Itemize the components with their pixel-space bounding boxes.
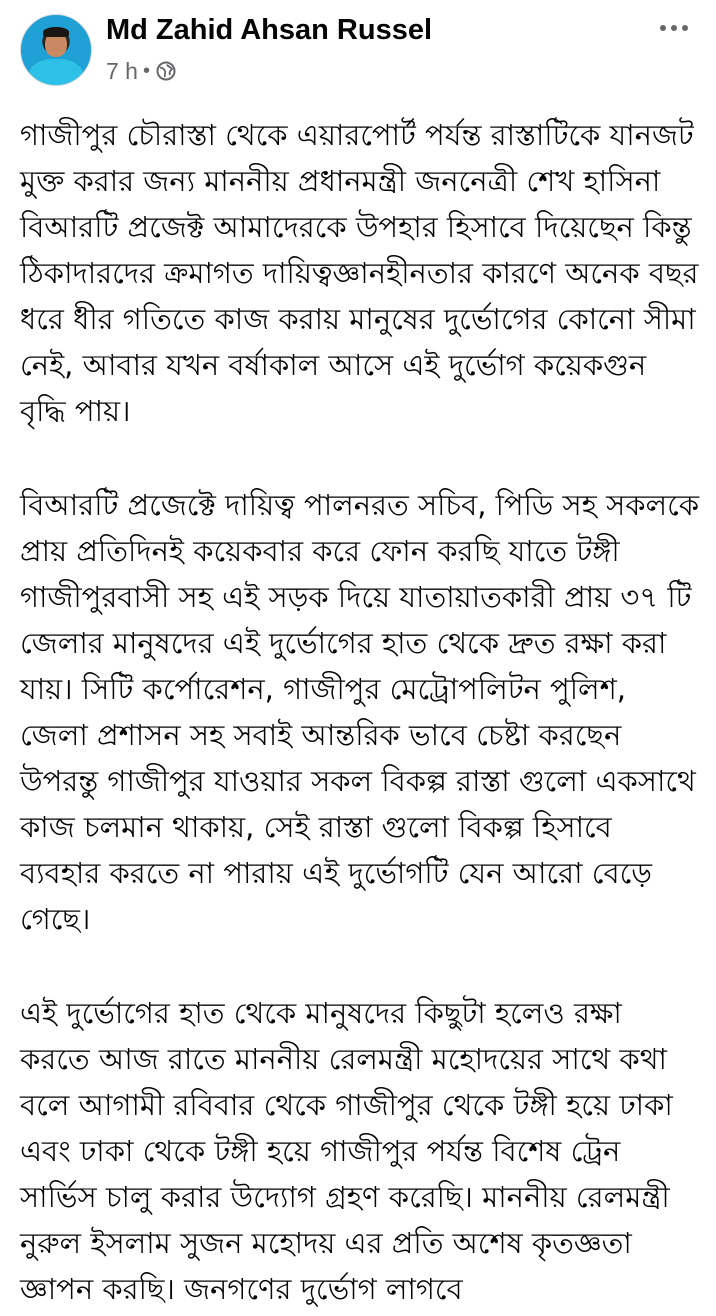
avatar-shirt bbox=[29, 59, 83, 86]
avatar-hair bbox=[43, 27, 69, 37]
more-options-icon-dot bbox=[671, 25, 677, 31]
more-options-button[interactable] bbox=[652, 14, 696, 42]
post-meta bbox=[106, 57, 176, 85]
post-paragraph: বিআরটি প্রজেক্টে দায়িত্ব পালনরত সচিব, পিডি সহ সকলকে প্রায় প্রতিদিনই কয়েকবার করে ফোন করছি যাতে টঙ্গী গাজীপুরবাসী সহ এই সড়ক দিয়ে যাতায়াতকারী প্রায় ৩৭ টি জেলার মানুষদের এই দুর্ভোগের হাত থেকে দ্রুত রক্ষা করা যায়। সিটি কর্পোরেশন, গাজীপুর মেট্রোপলিটন পুলিশ, জেলা প্রশাসন সহ সবাই আন্তরিক ভাবে চেষ্টা করছেন উপরন্তু গাজীপুর যাওয়ার সকল বিকল্প রাস্তা গুলো একসাথে কাজ চলমান থাকায়, সেই রাস্তা গুলো বিকল্প হিসাবে ব্যবহার করতে না পারায় এই দুর্ভোগটি যেন আরো বেড়ে গেছে। bbox=[20, 488, 700, 936]
more-options-icon bbox=[660, 25, 666, 31]
post-time[interactable]: 7 h bbox=[106, 57, 138, 84]
author-name[interactable]: Md Zahid Ahsan Russel bbox=[106, 14, 433, 46]
post-text bbox=[20, 112, 700, 1312]
more-options-icon-dot bbox=[682, 25, 688, 31]
post-paragraph: এই দুর্ভোগের হাত থেকে মানুষদের কিছুটা হলেও রক্ষা করতে আজ রাতে মাননীয় রেলমন্ত্রী মহোদয়ের সাথে কথা বলে আগামী রবিবার থেকে গাজীপুর থেকে টঙ্গী হয়ে ঢাকা এবং ঢাকা থেকে টঙ্গী হয়ে গাজীপুর পর্যন্ত বিশেষ ট্রেন সার্ভিস চালু করার উদ্যোগ গ্রহণ করেছি। মাননীয় রেলমন্ত্রী নুরুল ইসলাম সুজন মহোদয় এর প্রতি অশেষ কৃতজ্ঞতা জ্ঞাপন করছি। জনগণের দুর্ভোগ লাগবে bbox=[20, 996, 673, 1306]
post-paragraph: গাজীপুর চৌরাস্তা থেকে এয়ারপোর্ট পর্যন্ত রাস্তাটিকে যানজট মুক্ত করার জন্য মাননীয় প্রধানমন্ত্রী জননেত্রী শেখ হাসিনা বিআরটি প্রজেক্ট আমাদেরকে উপহার হিসাবে দিয়েছেন কিন্তু ঠিকাদারদের ক্রমাগত দায়িত্বজ্ঞানহীনতার কারণে অনেক বছর ধরে ধীর গতিতে কাজ করায় মানুষের দুর্ভোগের কোনো সীমা নেই, আবার যখন বর্ষাকাল আসে এই দুর্ভোগ কয়েকগুন বৃদ্ধি পায়। bbox=[20, 118, 699, 428]
meta-separator: • bbox=[142, 59, 150, 82]
author-avatar[interactable] bbox=[20, 14, 92, 86]
globe-icon[interactable] bbox=[156, 61, 176, 81]
post-header bbox=[0, 0, 716, 100]
